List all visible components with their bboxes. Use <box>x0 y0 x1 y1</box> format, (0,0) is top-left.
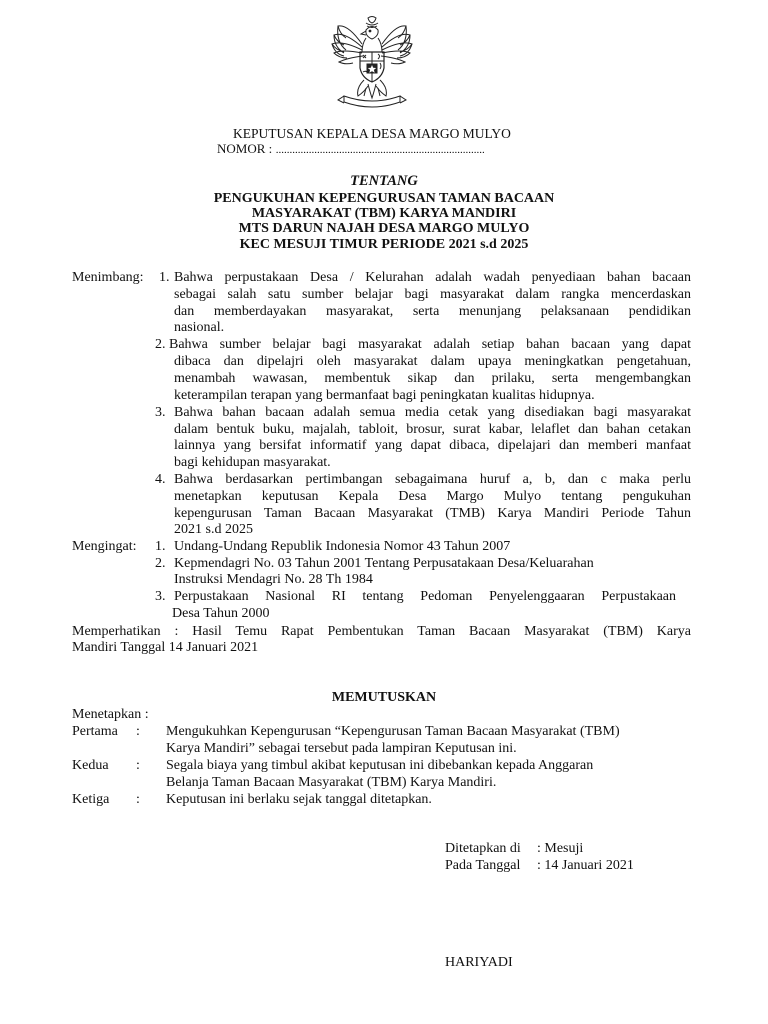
menimbang-item-number: 1. <box>159 270 170 285</box>
signatory-name: HARIYADI <box>445 955 513 970</box>
menimbang-item-line: lainnya yang bersifat informatif yang dapat dibaca, dipelajari dan memberi manfaat <box>174 438 691 453</box>
ditetapkan-value: : Mesuji <box>537 841 584 856</box>
garuda-emblem-icon <box>322 14 422 114</box>
menimbang-item-line: Bahwa berdasarkan pertimbangan sebagaimana huruf a, b, dan c maka perlu <box>174 472 691 487</box>
menimbang-item-line: menambah wawasan, membentuk sikap dan prilaku, serta mengembangkan <box>174 371 691 386</box>
decision-label: Ketiga <box>72 792 110 807</box>
mengingat-item-line: Perpustakaan Nasional RI tentang Pedoman Penyelenggaaran Perpustakaan <box>174 589 676 604</box>
decision-line: Segala biaya yang timbul akibat keputusan ini dibebankan kepada Anggaran <box>166 758 594 773</box>
decision-line: Keputusan ini berlaku sejak tanggal ditetapkan. <box>166 792 432 807</box>
menimbang-item-line: Bahwa sumber belajar bagi masyarakat adalah setiap bahan bacaan yang dapat <box>169 337 691 352</box>
mengingat-item-number: 3. <box>155 589 166 604</box>
menimbang-item-line: keterampilan terapan yang bermanfaat bagi peningkatan kualitas hidupnya. <box>174 388 595 403</box>
menimbang-item-line: menetapkan keputusan Kepala Desa Margo Mulyo tentang pengukuhan <box>174 489 691 504</box>
menimbang-item-line: nasional. <box>174 320 225 335</box>
menimbang-item-line: 2021 s.d 2025 <box>174 522 253 537</box>
decision-colon: : <box>136 792 140 807</box>
menetapkan-label: Menetapkan : <box>72 707 149 722</box>
menimbang-item-line: Bahwa bahan bacaan adalah semua media cetak yang disediakan bagi masyarakat <box>174 405 691 420</box>
decision-label: Kedua <box>72 758 109 773</box>
mengingat-item-number: 2. <box>155 556 166 571</box>
menimbang-item-number: 4. <box>155 472 166 487</box>
menimbang-item-line: dan memberdayakan masyarakat, serta menunjang pelaksanaan pendidikan <box>174 304 691 319</box>
subject-line: MASYARAKAT (TBM) KARYA MANDIRI <box>251 206 517 221</box>
menimbang-item-line: sebagai salah satu sumber belajar bagi masyarakat dalam rangka mencerdaskan <box>174 287 691 302</box>
mengingat-item-line: Instruksi Mendagri No. 28 Th 1984 <box>174 572 373 587</box>
menimbang-item-line: bagi kehidupan masyarakat. <box>174 455 331 470</box>
subject-line: PENGUKUHAN KEPENGURUSAN TAMAN BACAAN <box>213 191 555 206</box>
subject-line: KEC MESUJI TIMUR PERIODE 2021 s.d 2025 <box>239 237 529 252</box>
menimbang-item-line: dibaca dan dipelajri oleh masyarakat dalam upaya meningkatkan pengetahuan, <box>174 354 691 369</box>
mengingat-label: Mengingat: <box>72 539 137 554</box>
decision-line: Belanja Taman Bacaan Masyarakat (TBM) Karya Mandiri. <box>166 775 497 790</box>
tanggal-value: : 14 Januari 2021 <box>537 858 634 873</box>
mengingat-item-number: 1. <box>155 539 166 554</box>
tentang-heading: TENTANG <box>350 173 418 189</box>
decision-label: Pertama <box>72 724 118 739</box>
menimbang-label: Menimbang: <box>72 270 144 285</box>
ditetapkan-label: Ditetapkan di <box>445 841 521 856</box>
menimbang-item-line: dalam bentuk buku, majalah, tabloit, brosur, surat kabar, lelaflet dan bahan cetakan <box>174 422 691 437</box>
decision-colon: : <box>136 724 140 739</box>
menimbang-item-number: 2. <box>155 337 166 352</box>
menimbang-item-number: 3. <box>155 405 166 420</box>
menimbang-item-line: Bahwa perpustakaan Desa / Kelurahan adalah wadah penyediaan bahan bacaan <box>174 270 691 285</box>
mengingat-item-line: Kepmendagri No. 03 Tahun 2001 Tentang Perpusatakaan Desa/Keluarahan <box>174 556 594 571</box>
mengingat-item-line: Undang-Undang Republik Indonesia Nomor 43 Tahun 2007 <box>174 539 511 554</box>
tanggal-label: Pada Tanggal <box>445 858 521 873</box>
nomor-label: NOMOR : <box>217 141 273 156</box>
memutuskan-heading: MEMUTUSKAN <box>331 690 437 705</box>
menimbang-item-line: kepengurusan Taman Bacaan Masyarakat (TMB) Karya Mandiri Periode Tahun <box>174 506 691 521</box>
memperhatikan-line: Mandiri Tanggal 14 Januari 2021 <box>72 640 259 655</box>
mengingat-item-line: Desa Tahun 2000 <box>172 606 270 621</box>
nomor-dots: ............................................................................ <box>275 144 485 156</box>
subject-line: MTS DARUN NAJAH DESA MARGO MULYO <box>238 221 530 236</box>
decision-colon: : <box>136 758 140 773</box>
decree-title: KEPUTUSAN KEPALA DESA MARGO MULYO <box>233 126 511 141</box>
decision-line: Karya Mandiri” sebagai tersebut pada lampiran Keputusan ini. <box>166 741 517 756</box>
nomor-line <box>217 140 485 159</box>
memperhatikan-line: Memperhatikan : Hasil Temu Rapat Pembentukan Taman Bacaan Masyarakat (TBM) Karya <box>72 624 691 639</box>
decision-line: Mengukuhkan Kepengurusan “Kepengurusan Taman Bacaan Masyarakat (TBM) <box>166 724 620 739</box>
